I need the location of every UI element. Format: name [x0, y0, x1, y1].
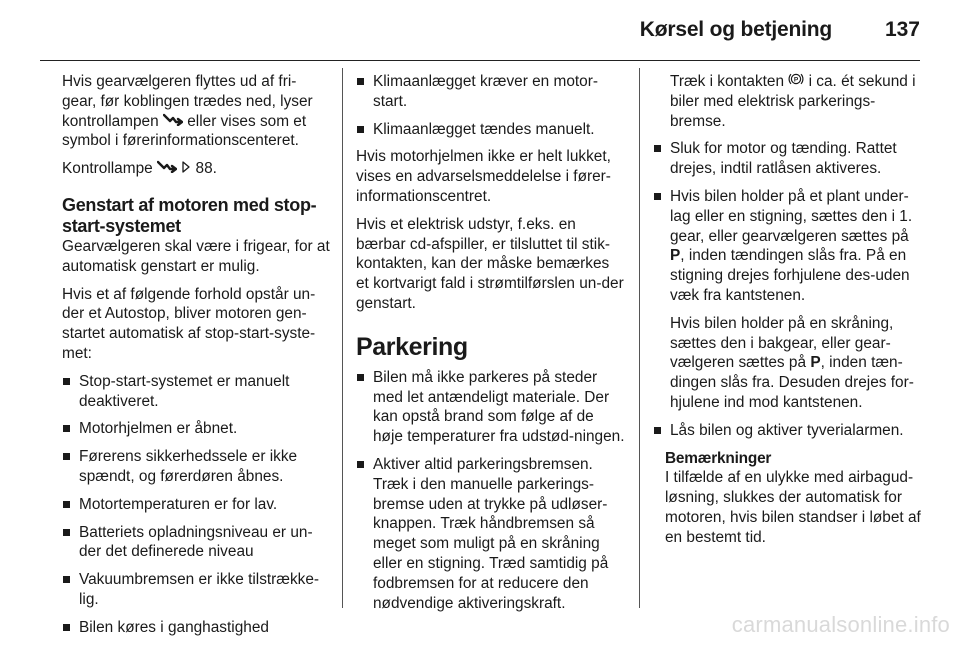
gear-p-label: P [670, 247, 681, 265]
paragraph-electric-brake [653, 72, 925, 131]
list-item [356, 120, 626, 140]
page-reference-arrow-icon [181, 159, 191, 179]
paragraph-bonnet-warning: Hvis motorhjelmen ikke er helt lukket, vises en advarselsmeddelelse i fører-informationscentret. [356, 148, 611, 205]
bullet-square [63, 453, 70, 460]
list-item [62, 419, 330, 439]
list-item-text: Sluk for motor og tænding. Rattet drejes, indtil ratlåsen aktiveres. [670, 140, 897, 178]
paragraph-gear-warning [62, 72, 330, 151]
paragraph-downhill [653, 314, 925, 413]
lock-list [653, 421, 925, 441]
bullet-square [63, 529, 70, 536]
list-item-text: Bilen må ikke parkeres på steder med let antændeligt materiale. Der kan opstå brand som følge af de høje temperaturer fra udstød-ningen. [373, 368, 625, 446]
header-rule [40, 60, 920, 61]
bullet-square [654, 193, 661, 200]
list-item [62, 447, 330, 487]
page-reference[interactable]: 88. [195, 160, 217, 178]
list-item-text: Førerens sikkerhedssele er ikke spændt, og førerdøren åbnes. [79, 448, 298, 486]
list-item-text: Vakuumbremsen er ikke tilstrække-lig. [79, 571, 320, 608]
note-block [653, 449, 925, 548]
paragraph-neutral: Gearvælgeren skal være i frigear, for at automatisk genstart er mulig. [62, 238, 330, 275]
list-item-text: Klimaanlægget kræver en motor-start. [373, 73, 598, 110]
list-item-text: Stop-start-systemet er manuelt deaktiveret. [79, 372, 290, 410]
parking-brake-switch-icon [788, 72, 804, 92]
list-item [653, 187, 925, 306]
paragraph-text: Hvis gearvælgeren flyttes ud af fri-gear, før koblingen trædes ned, lyser kontrollampen [62, 73, 313, 130]
column-2 [356, 72, 626, 621]
bullet-square [63, 576, 70, 583]
bullet-square [357, 374, 364, 381]
list-item-text: Motortemperaturen er for lav. [79, 495, 278, 513]
autostop-indicator-icon [163, 112, 183, 132]
bullet-square [357, 126, 364, 133]
list-item-text: Klimaanlægget tændes manuelt. [373, 120, 595, 138]
paragraph-text-tail: , inden tæn-dingen slås fra. Desuden drejes for-hjulene ind mod kantstenen. [670, 354, 914, 411]
list-item [62, 372, 330, 412]
list-item [653, 139, 925, 179]
column-divider-1 [342, 68, 343, 608]
list-item-text: Bilen køres i ganghastighed [79, 618, 269, 636]
indicator-label: Kontrollampe [62, 160, 153, 178]
list-item-text: Batteriets opladningsniveau er un-der det definerede niveau [79, 523, 313, 561]
paragraph-autostop-conditions: Hvis et af følgende forhold opstår un-der et Autostop, bliver motoren gen-startet automatisk af stop-start-syste-met: [62, 285, 316, 363]
list-item [356, 455, 626, 613]
note-text: I tilfælde af en ulykke med airbagud-løsning, slukkes der automatisk for motoren, hvis bilen standser i løbet af en bestemt tid. [665, 469, 921, 546]
bullet-square [63, 378, 70, 385]
list-item [356, 368, 626, 447]
list-item [62, 618, 330, 638]
shutdown-list [653, 139, 925, 305]
svg-text:P: P [794, 76, 799, 84]
climate-list [356, 72, 626, 139]
list-item-text: Aktiver altid parkeringsbremsen. Træk i den manuelle parkerings-bremse uden at trykke på udløser-knappen. Træk håndbremsen så meget som muligt på en skråning eller en stigning. Træd samtidig på fodbremsen for at reducere den nødvendige aktiveringskraft. [373, 455, 609, 612]
page-header [0, 0, 960, 62]
list-item-text: Hvis bilen holder på et plant under-lag eller en stigning, sættes den i 1. gear, eller gearvælgeren sættes på [670, 188, 913, 245]
paragraph-text: Træk i kontakten [670, 73, 785, 90]
page-number: 137 [884, 18, 920, 41]
list-item-text: Motorhjelmen er åbnet. [79, 420, 238, 438]
paragraph-power-drop: Hvis et elektrisk udstyr, f.eks. en bærbar cd-afspiller, er tilsluttet til stik-kontakten, kan der måske bemærkes et kortvarigt fald i strømtilførslen un-der genstart. [356, 215, 624, 312]
list-item [62, 523, 330, 563]
bullet-square [357, 461, 364, 468]
watermark: carmanualsonline.info [731, 612, 950, 637]
heading-restart: Genstart af motoren med stop-start-systemet [62, 195, 317, 237]
column-1 [62, 72, 330, 646]
list-item [62, 495, 330, 515]
paragraph-text: Hvis bilen holder på en skråning, sættes den i bakgear, eller gear-vælgeren sættes på [670, 314, 894, 372]
paragraph-text-tail: eller vises som et symbol i førerinformationscenteret. [62, 112, 307, 150]
heading-parking: Parkering [356, 332, 468, 361]
list-item-text: Lås bilen og aktiver tyverialarmen. [670, 421, 904, 439]
gear-p-label: P [810, 354, 821, 372]
bullet-square [63, 425, 70, 432]
bullet-square [654, 145, 661, 152]
autostop-indicator-icon [157, 159, 177, 179]
bullet-square [63, 624, 70, 631]
bullet-square [357, 78, 364, 85]
paragraph-text-tail: i ca. ét sekund i biler med elektrisk parkerings-bremse. [670, 73, 916, 130]
column-divider-2 [639, 68, 640, 608]
bullet-square [63, 501, 70, 508]
parking-list [356, 368, 626, 614]
list-item [62, 570, 330, 610]
list-item [653, 421, 925, 441]
list-item-text-tail: , inden tændingen slås fra. På en stigning drejes forhjulene des-uden væk fra kantstenen. [670, 247, 910, 304]
list-item [356, 72, 626, 112]
note-title: Bemærkninger [665, 449, 772, 467]
conditions-list [62, 372, 330, 638]
bullet-square [654, 427, 661, 434]
column-3 [653, 72, 925, 548]
paragraph-indicator-ref [62, 159, 330, 179]
section-title: Kørsel og betjening [639, 18, 832, 41]
